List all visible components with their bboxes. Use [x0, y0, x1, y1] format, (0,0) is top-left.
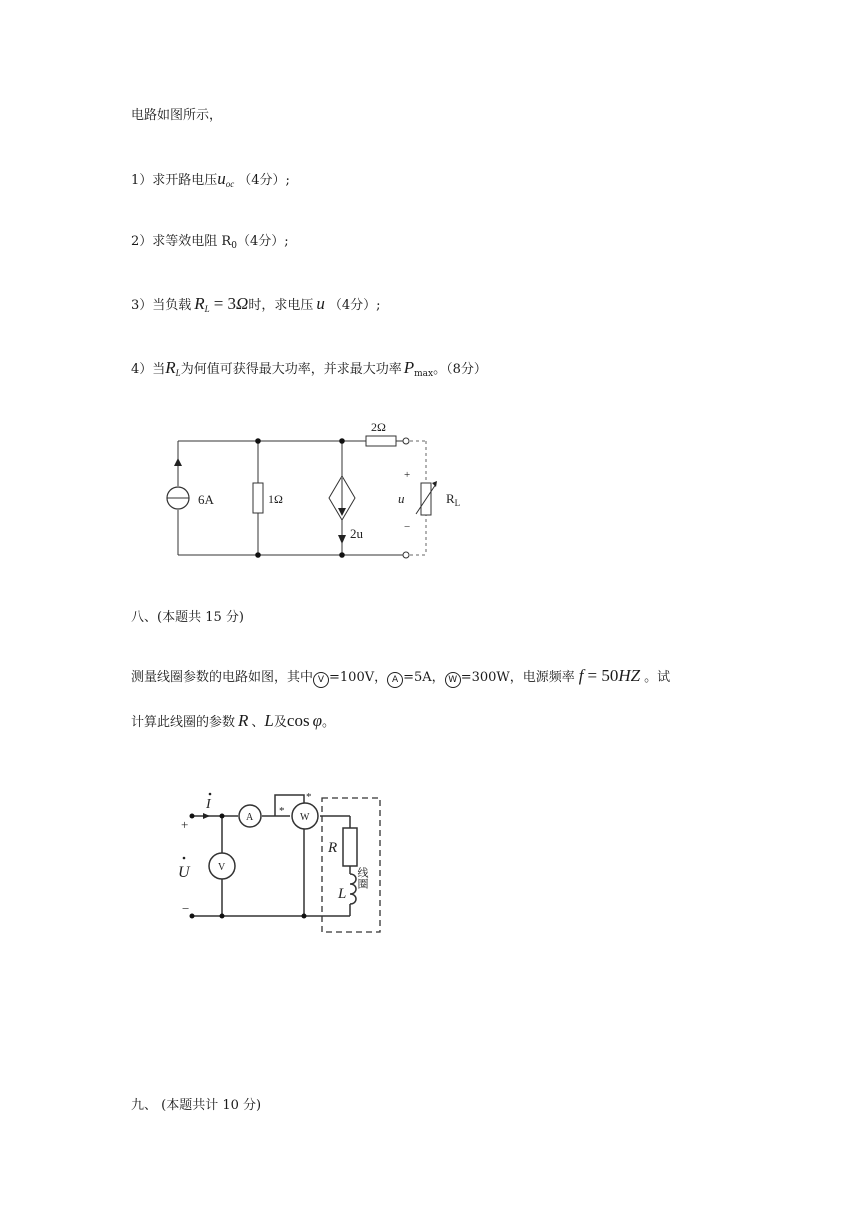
- svg-text:V: V: [218, 862, 226, 873]
- svg-text:−: −: [182, 901, 190, 916]
- circuit-diagram-1: [150, 410, 480, 570]
- u-label: u: [398, 491, 405, 506]
- plus-sign: +: [404, 469, 411, 481]
- voltmeter: [209, 853, 235, 879]
- terminal-plus: [190, 814, 195, 819]
- question-3: 3）当负载 $R_L = 3\Omega$时，求电压 u （4分）;: [131, 294, 381, 314]
- current-arrow-icon: [203, 813, 210, 819]
- star-mark: *: [279, 805, 285, 817]
- current-label: I: [206, 797, 211, 812]
- resistor-2ohm: [366, 436, 396, 446]
- voltage-label: U: [178, 864, 190, 881]
- resistor-1ohm: [253, 483, 263, 513]
- section-8-heading: 八、(本题共 15 分): [131, 610, 244, 625]
- question-1: 1）求开路电压$u_{oc}$ （4分）;: [131, 169, 290, 189]
- problem-8-line-1: 测量线圈参数的电路如图，其中 V =100V， A =5A， W =300W，电源频率 f = 50HZ 。试: [131, 666, 670, 688]
- dep-label: 2u: [350, 526, 363, 541]
- svg-text:A: A: [246, 812, 254, 823]
- circuit-diagram-2: [170, 780, 390, 940]
- source-label: 6A: [198, 492, 214, 507]
- question-2: 2）求等效电阻 $R_0(4$分）;: [131, 234, 289, 251]
- coil-l-label: L: [338, 886, 347, 902]
- terminal-minus: [190, 914, 195, 919]
- problem-8-line-2: 计算此线圈的参数 R 、L及cos φ。: [131, 711, 335, 730]
- coil-resistor: [343, 828, 357, 866]
- coil-r-label: R: [328, 840, 338, 856]
- terminal-top: [403, 438, 409, 444]
- star-mark: *: [306, 791, 312, 803]
- variable-resistor-rl: [416, 481, 437, 515]
- coil-label: 线圈: [356, 867, 368, 889]
- svg-text:+: +: [181, 817, 189, 832]
- ammeter: [239, 805, 261, 827]
- r2-label: 2Ω: [371, 420, 386, 434]
- rl-label: $R_L$: [446, 491, 461, 508]
- dep-arrow-icon: [338, 535, 346, 544]
- wattmeter: [292, 803, 318, 829]
- svg-text:W: W: [300, 812, 310, 823]
- minus-sign: −: [404, 521, 411, 533]
- source-arrow-icon: [174, 458, 182, 466]
- section-9-heading: 九、 (本题共计 10 分): [131, 1098, 262, 1113]
- terminal-bottom: [403, 552, 409, 558]
- r1-label: 1Ω: [268, 492, 283, 506]
- question-4: 4）当$R_L$为何值可获得最大功率，并求最大功率 $P_{max}$。（8分）: [131, 358, 487, 379]
- intro-text: 电路如图所示，: [131, 108, 223, 123]
